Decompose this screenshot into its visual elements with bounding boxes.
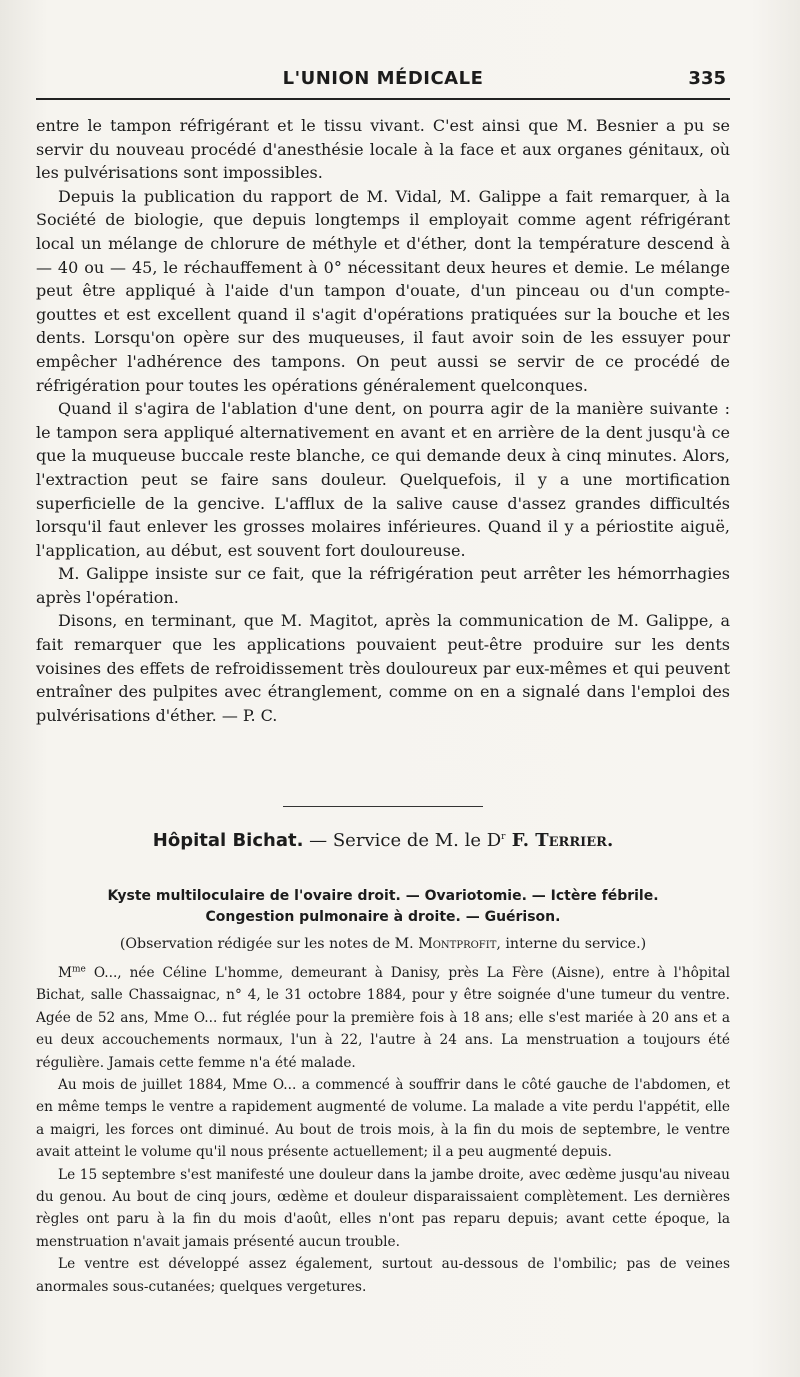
case-paragraph (36, 1164, 730, 1254)
section-heading (36, 830, 730, 851)
case-paragraph-text: Le 15 septembre s'est manifesté une douleur dans la jambe droite, avec œdème jusqu'au niveau du genou. Au bout de cinq jours, œdème et douleur disparaissaient complètement. Les dernières règles ont paru à la fin du mois d'août, elles n'ont pas reparu depuis; avant cette époque, la menstruation n'avait jamais présenté aucun trouble. (36, 1166, 730, 1250)
intern-name: Montprofit (418, 936, 497, 952)
service-label: — Service de M. le D (303, 830, 502, 851)
paragraph: Quand il s'agira de l'ablation d'une dent, on pourra agir de la manière suivante : le tampon sera appliqué alternativement en avant et en arrière de la dent jusqu'à ce que la muqueuse buccale reste blanche, ce qui demande deux à cinq minutes. Alors, l'extraction peut se faire sans douleur. Quelquefois, il y a une mortification superficielle de la gencive. L'afflux de la salive cause d'assez grandes difficultés lorsqu'il faut enlever les grosses molaires inférieures. Quand il y a périostite aiguë, l'application, au début, est souvent fort douloureuse. (36, 399, 730, 560)
title-abbrev: M (58, 965, 73, 981)
journal-title: L'UNION MÉDICALE (282, 68, 484, 89)
case-paragraph (36, 962, 730, 1074)
article-body (36, 114, 730, 727)
paragraph: Disons, en terminant, que M. Magitot, après la communication de M. Galippe, a fait remarquer que les applications pouvaient peut-être produire sur les dents voisines des effets de refroidissement très douloureux par eux-mêmes et qui peuvent entraîner des pulpites avec étranglement, comme on en a signalé dans l'emploi des pulvérisations d'éther. — P. C. (36, 611, 730, 725)
hospital-name: Hôpital Bichat. (152, 830, 304, 851)
case-report (36, 962, 730, 1298)
surgeon-name: F. Terrier. (505, 830, 614, 851)
paragraph: entre le tampon réfrigérant et le tissu vivant. C'est ainsi que M. Besnier a pu se servir du nouveau procédé d'anesthésie locale à la face et aux organes génitaux, où les pulvérisations sont impossibles. (36, 116, 730, 183)
obs-suffix: , interne du service.) (496, 936, 647, 952)
case-paragraph (36, 1253, 730, 1298)
case-paragraph-text: Au mois de juillet 1884, Mme O... a commencé à souffrir dans le côté gauche de l'abdomen, et en même temps le ventre a rapidement augmenté de volume. La malade a vite perdu l'appétit, elle a maigri, les forces ont diminué. Au bout de trois mois, à la fin du mois de septembre, le ventre avait atteint le volume qu'il nous présente actuellement; il a peu augmenté depuis. (36, 1077, 730, 1161)
case-title (36, 886, 730, 928)
case-paragraph (36, 1074, 730, 1164)
case-paragraph-text: O..., née Céline L'homme, demeurant à Danisy, près La Fère (Aisne), entre à l'hôpital Bichat, salle Chassaignac, n° 4, le 31 octobre 1884, pour y être soignée d'une tumeur du ventre. Agée de 52 ans, Mme O... fut réglée pour la première fois à 18 ans; elle s'est mariée à 20 ans et a eu deux accouchements normaux, l'un à 22, l'autre à 24 ans. La menstruation a toujours été régulière. Jamais cette femme n'a été malade. (36, 965, 730, 1071)
running-header (36, 64, 730, 100)
case-title-line: Congestion pulmonaire à droite. — Guérison. (205, 909, 561, 925)
observation-credit (36, 936, 730, 952)
title-abbrev-sup: me (72, 964, 86, 975)
page-number: 335 (688, 68, 726, 89)
case-title-line: Kyste multiloculaire de l'ovaire droit. — Ovariotomie. — Ictère fébrile. (107, 888, 659, 904)
paragraph: Depuis la publication du rapport de M. Vidal, M. Galippe a fait remarquer, à la Société de biologie, que depuis longtemps il employait comme agent réfrigérant local un mélange de chlorure de méthyle et d'éther, dont la température descend à — 40 ou — 45, le réchauffement à 0° nécessitant deux heures et demie. Le mélange peut être appliqué à l'aide d'un tampon d'ouate, d'un pinceau ou d'un compte-gouttes et est excellent quand il s'agit d'opérations pratiquées sur la bouche et les dents. Lorsqu'on opère sur des muqueuses, il faut avoir soin de les essuyer pour empêcher l'adhérence des tampons. On peut aussi se servir de ce procédé de réfrigération pour toutes les opérations généralement quelconques. (36, 186, 730, 395)
case-paragraph-text: Le ventre est développé assez également, surtout au-dessous de l'ombilic; pas de veines anormales sous-cutanées; quelques vergetures. (36, 1256, 730, 1295)
section-divider (283, 806, 483, 807)
obs-prefix: (Observation rédigée sur les notes de M. (119, 936, 419, 952)
doctor-abbrev-sup: r (501, 832, 506, 842)
paragraph: M. Galippe insiste sur ce fait, que la réfrigération peut arrêter les hémorrhagies après l'opération. (36, 564, 730, 607)
